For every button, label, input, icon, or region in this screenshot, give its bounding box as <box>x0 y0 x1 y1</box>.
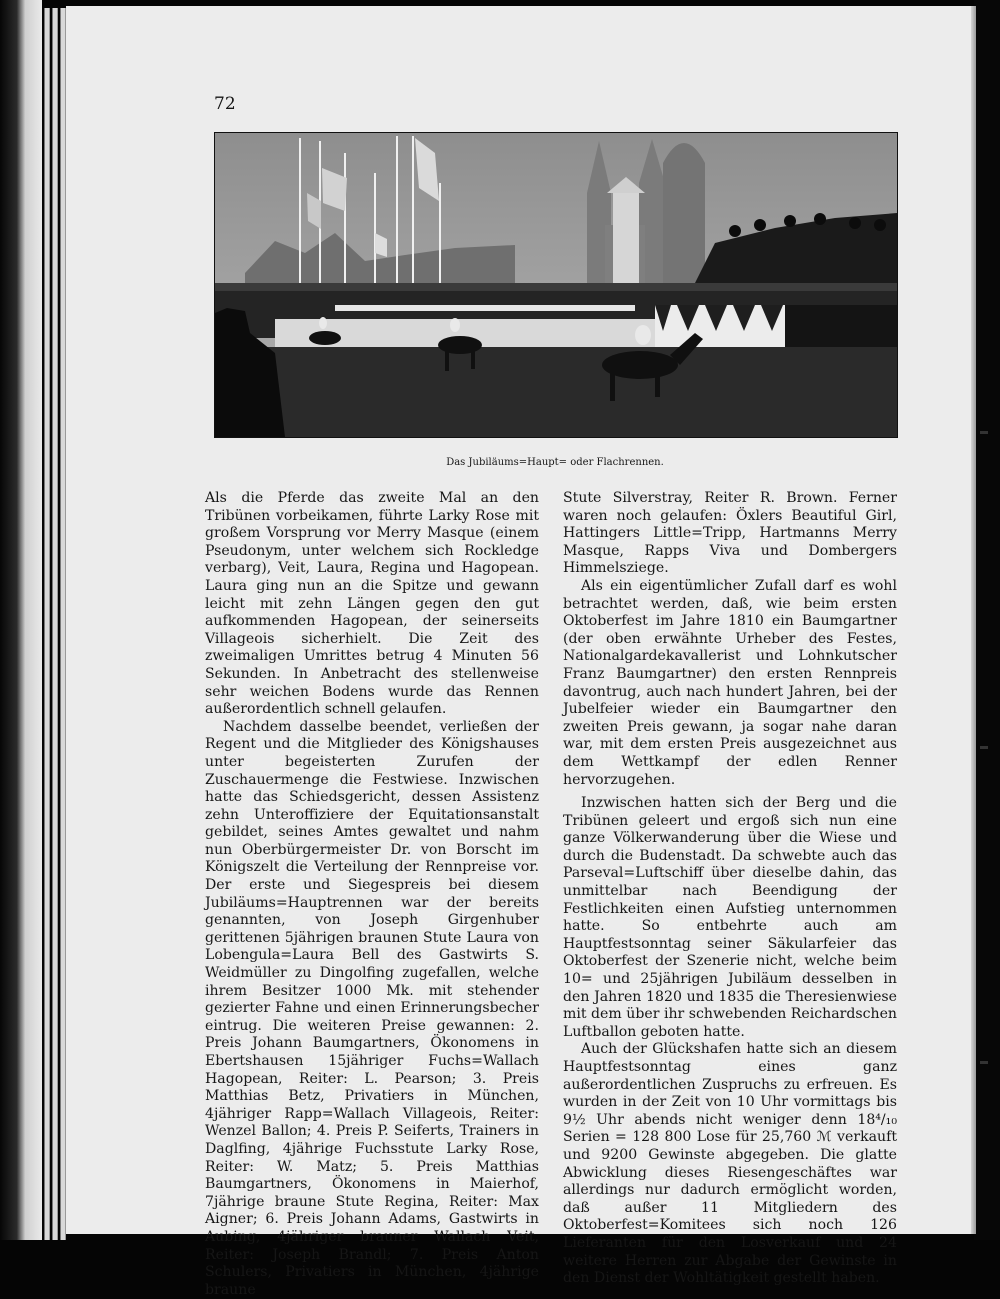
paragraph: Nachdem dasselbe beendet, verließen der Regent und die Mitglieder des Königshauses unter begeisterten Zurufen der Zuschauermenge die Festwiese. Inzwischen hatte das Schiedsgericht, dessen Assistenz zehn Unteroffiziere der Equitationsanstalt gebildet, seines Amtes gewaltet und nahm nun Oberbürgermeister Dr. von Borscht im Königszelt die Verteilung der Rennpreise vor. Der erste und Siegespreis bei diesem Jubiläums=Hauptrennen war der bereits genannten, von Joseph Girgenhuber gerittenen 5jährigen braunen Stute Laura von Lobengula=Laura Bell des Gastwirts S. Weidmüller zu Dingolfing zugefallen, welche ihrem Besitzer 1000 Mk. mit stehender gezierter Fahne und einen Erinnerungsbecher eintrug. Die weiteren Preise gewannen: 2. Preis Johann Baumgartners, Ökonomens in Ebertshausen 15jähriger Fuchs=Wallach Hagopean, Reiter: L. Pearson; 3. Preis Matthias Betz, Privatiers in München, 4jähriger Rapp=Wallach Villageois, Reiter: Wenzel Ballon; 4. Preis P. Seiferts, Trainers in Daglfing, 4jährige Fuchsstute Larky Rose, Reiter: W. Matz; 5. Preis Matthias Baumgartners, Ökonomens in Maierhof, 7jährige braune Stute Regina, Reiter: Max Aigner; 6. Preis Johann Adams, Gastwirts in Aubing, 4jähriger brauner Wallach Veit, Reiter: Joseph Brandl; 7. Preis Anton Schulers, Privatiers in München, 4jährige braune <box>205 718 539 1298</box>
edge-mark <box>980 431 988 434</box>
paragraph: Auch der Glückshafen hatte sich an diesem Hauptfestsonntag eines ganz außerordentlichen Zuspruchs zu erfreuen. Es wurden in der Zeit von 10 Uhr vormittags bis 9½ Uhr abends nicht weniger denn 18⁴/₁₀ Serien = 128 800 Lose für 25,760 ℳ verkauft und 9200 Gewinste abgegeben. Die glatte Abwicklung dieses Riesengeschäftes war allerdings nur dadurch ermöglicht worden, daß außer 11 Mitgliedern des Oktoberfest=Komitees sich noch 126 Lieferanten für den Losverkauf und 24 weitere Herren zur Abgabe der Gewinste in den Dienst der Wohltätigkeit gestellt haben. <box>563 1041 897 1287</box>
page-gutter-shadow <box>971 6 976 1234</box>
figure-caption: Das Jubiläums=Haupt= oder Flachrennen. <box>446 457 664 468</box>
paragraph: Als die Pferde das zweite Mal an den Tribünen vorbeikamen, führte Larky Rose mit großem Vorsprung vor Merry Masque (einem Pseudonym, unter welchem sich Rockledge verbarg), Veit, Laura, Regina und Hagopean. Laura ging nun an die Spitze und gewann leicht mit zehn Längen gegen den gut aufkommenden Hagopean, der seinerseits Villageois sicherhielt. Die Zeit des zweimaligen Umrittes betrug 4 Minuten 56 Sekunden. In Anbetracht des stellenweise sehr weichen Bodens wurde das Rennen außerordentlich schnell gelaufen. <box>205 490 539 718</box>
paragraph: Inzwischen hatten sich der Berg und die Tribünen geleert und ergoß sich nun eine ganze Völkerwanderung über die Wiese und durch die Budenstadt. Da schwebte auch das Parseval=Luftschiff über dieselbe dahin, das unmittelbar nach Beendigung der Festlichkeiten einen Aufstieg unternommen hatte. So entbehrte auch am Hauptfestsonntag seiner Säkularfeier das Oktoberfest der Szenerie nicht, welche beim 10= und 25jährigen Jubiläum desselben in den Jahren 1820 und 1835 die Theresienwiese mit dem über ihr schwebenden Reichardschen Luftballon geboten hatte. <box>563 795 897 1040</box>
race-photograph <box>214 132 898 438</box>
book-binding-edge <box>0 0 42 1240</box>
edge-mark <box>980 1061 988 1064</box>
paragraph: Stute Silverstray, Reiter R. Brown. Ferner waren noch gelaufen: Öxlers Beautiful Girl, Hattingers Little=Tripp, Hartmanns Merry Masque, Rapps Viva und Dombergers Himmelsziege. <box>563 490 897 577</box>
book-page <box>66 6 976 1298</box>
left-text-column <box>205 490 539 1299</box>
page-stack-edge <box>52 8 58 1240</box>
paragraph: Als ein eigentümlicher Zufall darf es wohl betrachtet werden, daß, wie beim ersten Oktoberfest im Jahre 1810 ein Baumgartner (der oben erwähnte Urheber des Festes, Nationalgardekavallerist und Lohnkutscher Franz Baumgartner) den ersten Rennpreis davontrug, auch nach hundert Jahren, bei der Jubelfeier wieder ein Baumgartner den zweiten Preis gewann, ja sogar nahe daran war, mit dem ersten Preis ausgezeichnet aus dem Wettkampf der edlen Renner hervorzugehen. <box>563 577 897 788</box>
right-text-column <box>563 490 897 1288</box>
edge-mark <box>980 746 988 749</box>
scan-background <box>974 0 1000 1240</box>
page-stack-edge <box>44 8 50 1240</box>
page-number: 72 <box>214 94 236 114</box>
